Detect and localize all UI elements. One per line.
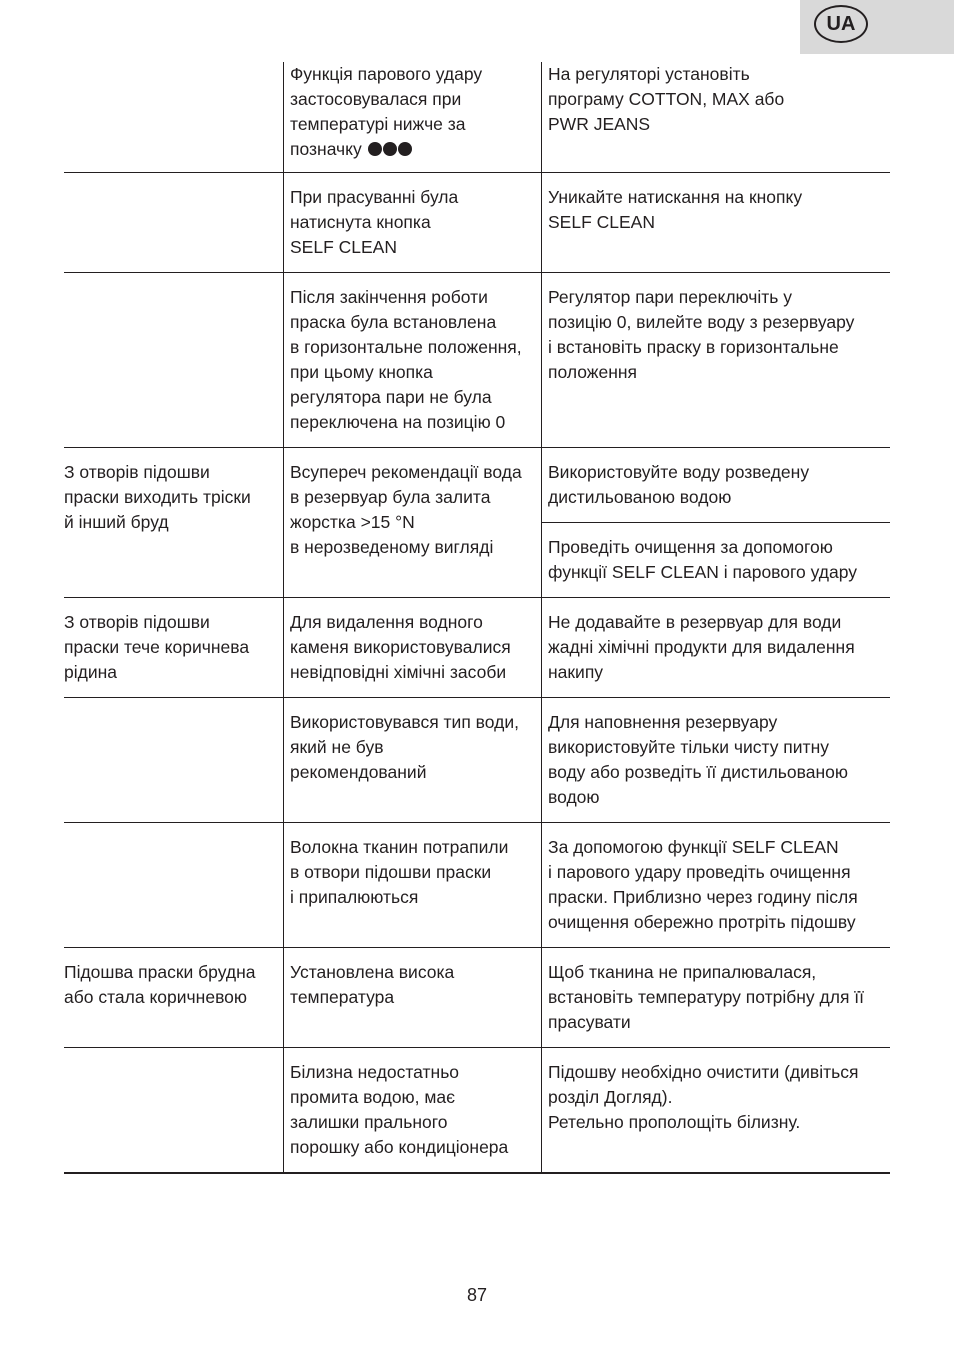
problem-cell: [64, 62, 282, 172]
problem-cell: [64, 698, 282, 822]
solution-cell: Уникайте натискання на кнопку SELF CLEAN: [541, 173, 890, 272]
cause-cell: Всупереч рекомендації вода в резервуар була залита жорстка >15 °N в нерозведеному вигляді: [283, 448, 541, 597]
solution-text: Проведіть очищення за допомогою функції SELF CLEAN і парового удару: [542, 522, 890, 597]
solution-cell: Підошву необхідно очистити (дивіться розділ Догляд). Ретельно прополощіть білизну.: [541, 1048, 890, 1172]
problem-cell: [64, 173, 282, 272]
solution-text: Використовуйте воду розведену дистильованою водою: [548, 462, 810, 507]
cause-cell: Волокна тканин потрапили в отвори підошви праски і припалюються: [283, 823, 541, 947]
solution-cell: За допомогою функції SELF CLEAN і парового удару проведіть очищення праски. Приблизно через годину після очищення обережно протріть підошву: [541, 823, 890, 947]
cause-cell: [283, 62, 541, 172]
table-row: [64, 1048, 890, 1174]
solution-cell: Щоб тканина не припалювалася, встановіть температуру потрібну для її прасувати: [541, 948, 890, 1047]
problem-cell: [64, 823, 282, 947]
table-row: [64, 823, 890, 948]
table-row: [64, 698, 890, 823]
cause-cell: Після закінчення роботи праска була встановлена в горизонтальне положення, при цьому кнопка регулятора пари не була переключена на позицію 0: [283, 273, 541, 447]
cause-cell: Для видалення водного каменя використовувалися невідповідні хімічні засоби: [283, 598, 541, 697]
problem-cell: [64, 273, 282, 447]
table-row: [64, 173, 890, 273]
table-row: [64, 448, 890, 598]
cause-cell: Використовувався тип води, який не був рекомендований: [283, 698, 541, 822]
problem-cell: Підошва праски брудна або стала коричневою: [64, 962, 256, 1007]
language-tab: [800, 0, 954, 54]
solution-cell: [541, 448, 890, 597]
solution-cell: На регуляторі установіть програму COTTON, MAX або PWR JEANS: [541, 62, 890, 172]
cause-cell: При прасуванні була натиснута кнопка SELF CLEAN: [283, 173, 541, 272]
problem-cell: З отворів підошви праски тече коричнева рідина: [64, 612, 250, 682]
cause-cell: Установлена висока температура: [283, 948, 541, 1047]
table-row: [64, 62, 890, 173]
cause-text: Функція парового удару застосовувалася при температурі нижче за позначку: [290, 64, 483, 159]
problem-cell: З отворів підошви праски виходить тріски й інший бруд: [64, 462, 251, 532]
language-badge: UA: [814, 5, 868, 43]
solution-cell: Регулятор пари переключіть у позицію 0, вилейте воду з резервуару і встановіть праску в горизонтальне положення: [541, 273, 890, 447]
table-row: [64, 948, 890, 1048]
temperature-dots-icon: [368, 138, 413, 163]
table-row: [64, 598, 890, 698]
solution-cell: Не додавайте в резервуар для води жадні хімічні продукти для видалення накипу: [541, 598, 890, 697]
page-number: 87: [466, 1285, 488, 1305]
problem-cell: [64, 1048, 282, 1172]
cause-cell: Білизна недостатньо промита водою, має залишки прального порошку або кондиціонера: [283, 1048, 541, 1172]
table-row: [64, 273, 890, 448]
solution-cell: Для наповнення резервуару використовуйте тільки чисту питну воду або розведіть її дистильованою водою: [541, 698, 890, 822]
